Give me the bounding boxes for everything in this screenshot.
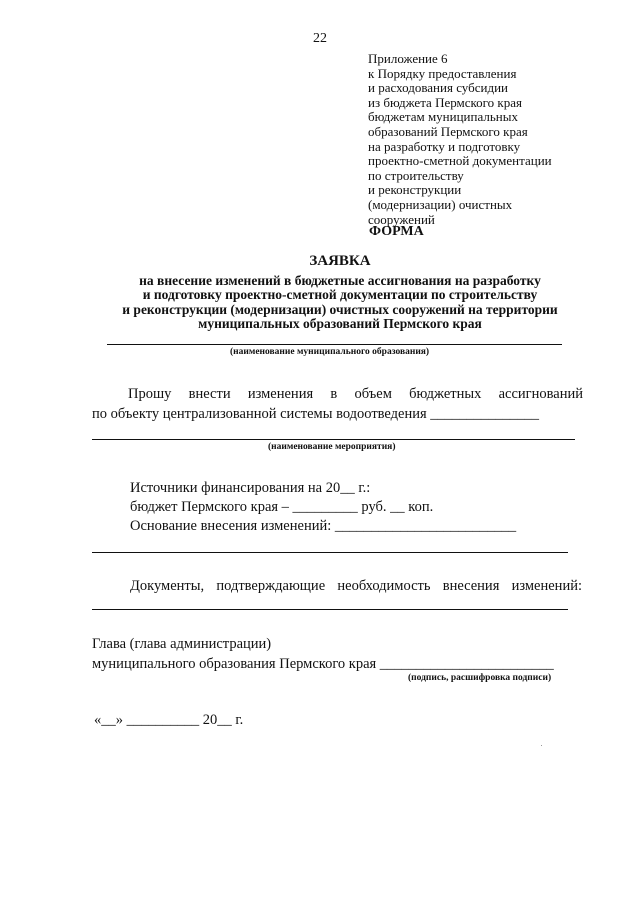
scan-speck: [541, 745, 542, 746]
document-title: ЗАЯВКА: [309, 253, 371, 269]
appendix-line: по строительству: [368, 167, 464, 183]
budget-line: бюджет Пермского края – _________ руб. __ коп.: [130, 499, 434, 515]
request-line-1: Прошу внести изменения в объем бюджетных ассигнований: [128, 386, 583, 402]
municipality-field-line[interactable]: [107, 344, 562, 345]
subtitle-line: на внесение изменений в бюджетные ассигнования на разработку: [139, 273, 541, 288]
funding-sources-label: Источники финансирования на 20__ г.:: [130, 480, 371, 496]
head-signature-line: муниципального образования Пермского края ________________________: [92, 656, 554, 672]
event-field-line[interactable]: [92, 439, 575, 440]
appendix-line: сооружений: [368, 211, 435, 227]
appendix-line: из бюджета Пермского края: [368, 94, 523, 110]
appendix-line: Приложение 6: [368, 51, 448, 66]
form-label: ФОРМА: [369, 224, 424, 239]
documents-field-line[interactable]: [92, 609, 568, 610]
subtitle-line: и реконструкции (модернизации) очистных сооружений на территории: [122, 301, 558, 317]
appendix-line: и расходования субсидии: [368, 80, 508, 96]
head-title-line: Глава (глава администрации): [92, 636, 272, 652]
page-number: 22: [313, 31, 327, 46]
subtitle-line: и подготовку проектно-сметной документации по строительству: [142, 287, 538, 303]
appendix-line: бюджетам муниципальных: [368, 109, 518, 125]
appendix-line: к Порядку предоставления: [368, 65, 517, 81]
request-line-2: по объекту централизованной системы водоотведения _______________: [92, 406, 540, 422]
date-line: «__» __________ 20__ г.: [94, 712, 244, 728]
appendix-header: [368, 52, 552, 227]
subtitle-line: муниципальных образований Пермского края: [198, 315, 482, 331]
appendix-line: на разработку и подготовку: [368, 138, 521, 154]
appendix-line: образований Пермского края: [368, 123, 528, 139]
basis-field-line[interactable]: [92, 552, 568, 553]
document-subtitle: [0, 274, 640, 331]
municipality-caption: (наименование муниципального образования): [230, 347, 430, 357]
basis-line: Основание внесения изменений: _________________________: [130, 518, 517, 534]
signature-caption: (подпись, расшифровка подписи): [408, 673, 552, 683]
event-caption: (наименование мероприятия): [268, 442, 396, 452]
appendix-line: и реконструкции: [368, 182, 462, 198]
documents-label: Документы, подтверждающие необходимость внесения изменений:: [130, 578, 582, 594]
appendix-line: (модернизации) очистных: [368, 196, 513, 212]
appendix-line: проектно-сметной документации: [368, 153, 552, 169]
